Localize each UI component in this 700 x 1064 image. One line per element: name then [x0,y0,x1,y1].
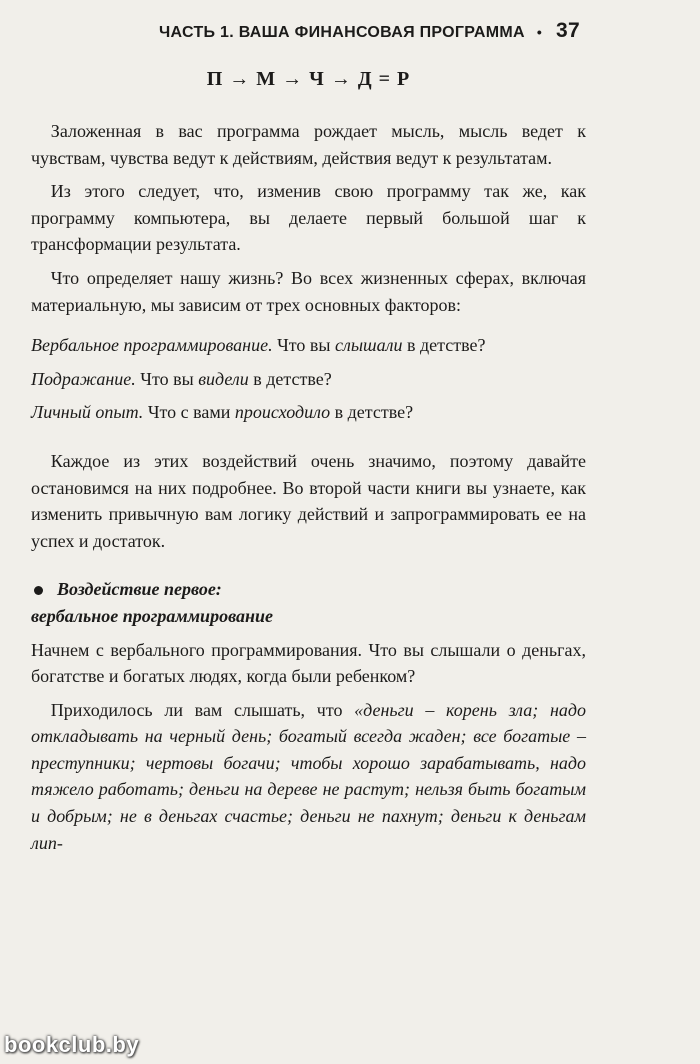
factor-text: в детстве? [330,402,414,423]
paragraph-2: Из этого следует, что, изменив свою программу так же, как программу компьютера, вы делаете первый большой шаг к трансформации результата. [31,181,586,255]
header-bullet: • [536,24,543,40]
paragraph-1: Заложенная в вас программа рождает мысль, мысль ведет к чувствам, чувства ведут к действиям, действия ведут к результатам. [31,121,586,168]
paragraph-6 [31,697,586,857]
paragraph-5: Начнем с вербального программирования. Что вы слышали о деньгах, богатстве и богатых людях, когда были ребенком? [31,639,586,687]
factor-item [31,399,586,426]
factor-item [31,366,586,393]
running-header [160,19,580,45]
page-number: 37 [556,19,580,42]
watermark-logo: bookclub.by [4,1032,140,1057]
running-title: ЧАСТЬ 1. ВАША ФИНАНСОВАЯ ПРОГРАММА [158,24,525,41]
factor-text: в детстве? [248,368,332,389]
factor-item [31,332,586,359]
factor-key: слышали [335,335,403,356]
section-heading-line2: вербальное программирование [31,605,273,626]
factor-text: Что вы [135,368,199,389]
paragraph-6-intro: Приходилось ли вам слышать, что [50,699,355,720]
factor-key: видели [198,368,249,389]
factor-key: происходило [234,402,331,423]
factor-term: Личный опыт. [31,402,144,423]
bullet-icon [34,586,43,595]
formula: П → М → Ч → Д = Р [206,68,411,90]
paragraph-4: Каждое из этих воздействий очень значимо, поэтому давайте остановимся на них подробнее. Во второй части книги вы узнаете, как изменить привычную вам логику действий и запрограммировать ее на успех и достаток. [31,450,586,551]
body-text [31,118,586,856]
factor-text: в детстве? [402,335,486,356]
factor-term: Подражание. [31,368,136,389]
factor-text: Что с вами [143,402,235,423]
section-heading [31,576,586,629]
factor-text: Что вы [272,335,336,356]
factor-term: Вербальное программирование. [31,335,273,356]
paragraph-6-quote: «деньги – корень зла; надо откладывать на черный день; богатый всегда жаден; все богатые – преступники; чертовы богачи; чтобы хорошо зарабатывать, надо тяжело работать; деньги на дереве не растут; нельзя быть богатым и добрым; не в деньгах счастье; деньги не пахнут; деньги к деньгам лип- [31,699,586,853]
section-heading-line1: Воздействие первое: [57,579,222,600]
paragraph-3: Что определяет нашу жизнь? Во всех жизненных сферах, включая материальную, мы зависим от трех основных факторов: [31,267,586,315]
